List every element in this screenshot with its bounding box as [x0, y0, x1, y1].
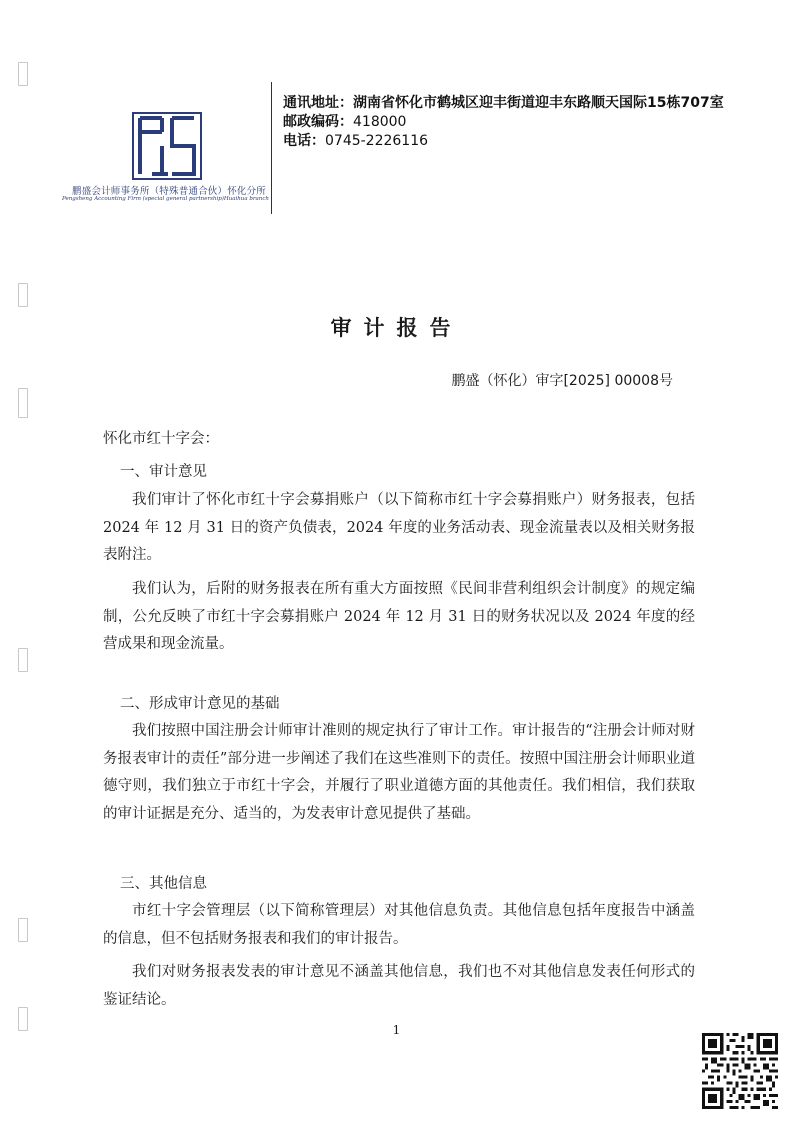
postal-label: 邮政编码：: [283, 114, 353, 130]
report-ref-number: 鹏盛（怀化）审字[2025] 00008号: [451, 373, 673, 389]
binding-mark: [18, 648, 28, 672]
page-number: 1: [392, 1023, 401, 1037]
phone-line: [283, 130, 428, 150]
postal-line: [283, 111, 406, 131]
address-label: 通讯地址：: [283, 95, 353, 111]
section-heading-other-info: 三、其他信息: [120, 876, 207, 892]
firm-name-en: Pengsheng Accounting Firm (special general partnership)Huaihua branch: [62, 196, 269, 202]
report-title: 审计报告: [330, 316, 463, 340]
paragraph: 我们对财务报表发表的审计意见不涵盖其他信息，我们也不对其他信息发表任何形式的鉴证结论。: [103, 964, 695, 1008]
section-heading-basis: 二、形成审计意见的基础: [120, 696, 280, 712]
section-heading-opinion: 一、审计意见: [120, 464, 207, 480]
address-value: 湖南省怀化市鹤城区迎丰街道迎丰东路顺天国际15栋707室: [353, 95, 724, 111]
phone-value: 0745-2226116: [325, 133, 429, 149]
qr-code-icon: [702, 1033, 778, 1109]
postal-value: 418000: [353, 114, 407, 130]
binding-mark: [18, 283, 28, 307]
firm-name-cn: 鹏盛会计师事务所（特殊普通合伙）怀化分所: [72, 186, 267, 197]
salutation: 怀化市红十字会：: [103, 431, 219, 447]
paragraph: 我们按照中国注册会计师审计准则的规定执行了审计工作。审计报告的“注册会计师对财务报表审计的责任”部分进一步阐述了我们在这些准则下的责任。按照中国注册会计师职业道德守则，我们独立于市红十字会，并履行了职业道德方面的其他责任。我们相信，我们获取的审计证据是充分、适当的，为发表审计意见提供了基础。: [103, 723, 695, 822]
phone-label: 电话：: [283, 133, 325, 149]
binding-mark: [18, 388, 28, 418]
binding-mark: [18, 62, 28, 86]
paragraph: 我们审计了怀化市红十字会募捐账户（以下简称市红十字会募捐账户）财务报表，包括 2024 年 12 月 31 日的资产负债表，2024 年度的业务活动表、现金流量表以及相关财务报表附注。: [103, 492, 695, 563]
paragraph: 我们认为，后附的财务报表在所有重大方面按照《民间非营利组织会计制度》的规定编制，公允反映了市红十字会募捐账户 2024 年 12 月 31 日的财务状况以及 2024 年度的经营成果和现金流量。: [103, 581, 695, 652]
letterhead-divider: [271, 82, 272, 214]
binding-mark: [18, 918, 28, 942]
paragraph: 市红十字会管理层（以下简称管理层）对其他信息负责。其他信息包括年度报告中涵盖的信息，但不包括财务报表和我们的审计报告。: [103, 903, 695, 947]
firm-logo: [132, 112, 202, 180]
address-line: [283, 92, 724, 112]
